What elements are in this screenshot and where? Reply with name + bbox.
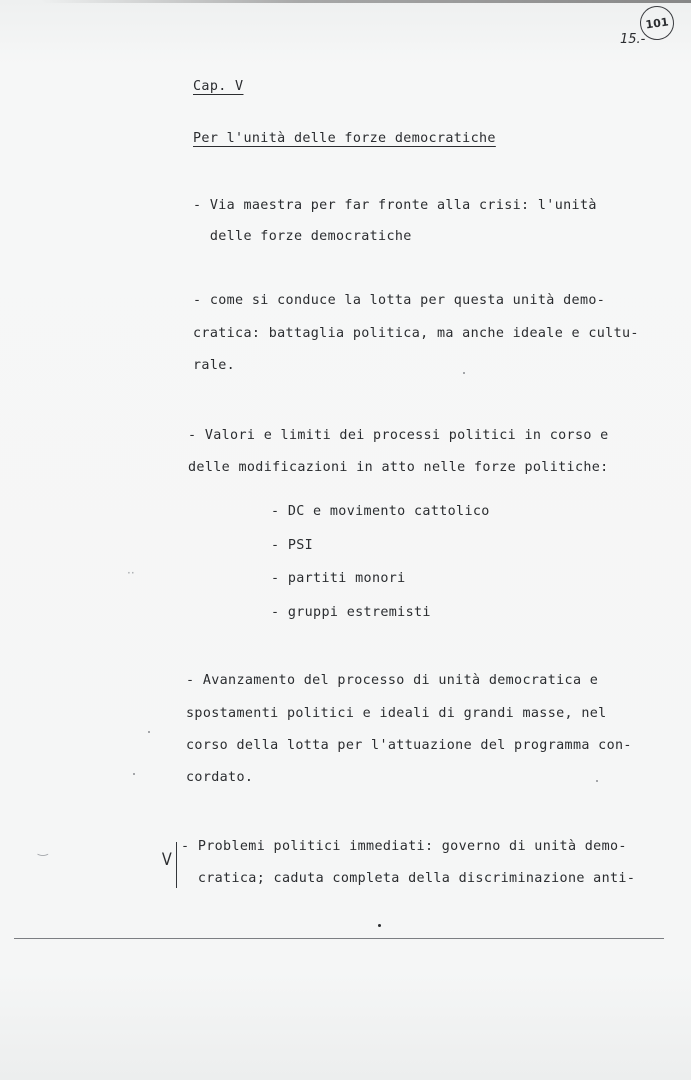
list-item: - DC e movimento cattolico: [271, 504, 490, 519]
ink-speck: [463, 372, 465, 374]
list-item: - gruppi estremisti: [271, 605, 431, 620]
page-number: 15.-: [620, 32, 646, 47]
ink-dot: [378, 924, 381, 927]
chapter-title: Per l'unità delle forze democratiche: [193, 131, 496, 146]
bottom-rule: [14, 938, 664, 939]
paragraph-4-line-1: - Avanzamento del processo di unità democratica e: [186, 673, 599, 688]
paragraph-3-line-2: delle modificazioni in atto nelle forze politiche:: [188, 460, 609, 475]
ink-speck: [148, 731, 150, 733]
margin-annotation-mark: V: [161, 850, 172, 870]
paper-smudge: ··: [127, 566, 135, 580]
top-edge-shadow: [40, 0, 691, 3]
paragraph-5-line-1: - Problemi politici immediati: governo di unità demo-: [181, 839, 627, 854]
paragraph-1-line-1: - Via maestra per far fronte alla crisi: l'unità: [193, 198, 597, 213]
paragraph-2-line-3: rale.: [193, 358, 236, 373]
paper-smudge: ‿: [38, 842, 48, 856]
list-item: - partiti monori: [271, 571, 406, 586]
paragraph-4-line-2: spostamenti politici e ideali di grandi masse, nel: [186, 706, 607, 721]
list-item: - PSI: [271, 538, 314, 553]
paragraph-4-line-4: cordato.: [186, 770, 254, 785]
margin-annotation-bar: [176, 842, 177, 888]
paragraph-2-line-2: cratica: battaglia politica, ma anche ideale e cultu-: [193, 326, 639, 341]
paragraph-4-line-3: corso della lotta per l'attuazione del programma con-: [186, 738, 632, 753]
chapter-label: Cap. V: [193, 79, 244, 94]
paragraph-1-line-2: delle forze democratiche: [193, 229, 412, 244]
stamp-number: 101: [644, 14, 670, 32]
paragraph-2-line-1: - come si conduce la lotta per questa unità demo-: [193, 293, 606, 308]
ink-speck: [133, 773, 135, 775]
ink-speck: [596, 780, 598, 782]
paragraph-5-line-2: cratica; caduta completa della discriminazione anti-: [181, 871, 636, 886]
paragraph-3-line-1: - Valori e limiti dei processi politici in corso e: [188, 428, 609, 443]
